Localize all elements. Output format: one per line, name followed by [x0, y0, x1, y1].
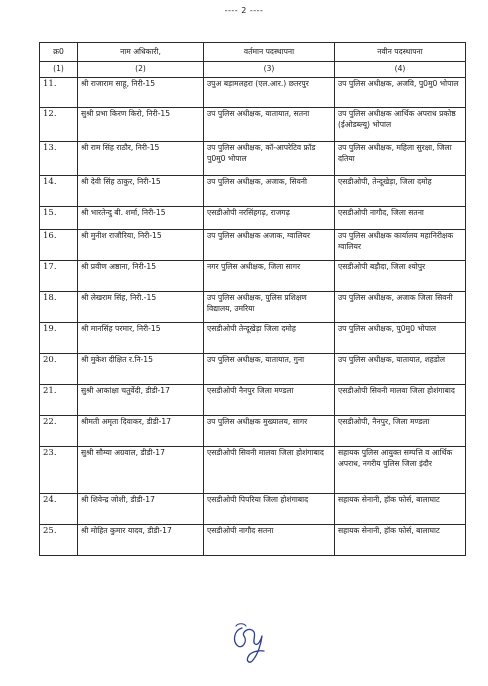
transfer-table [39, 42, 466, 556]
serial-number-cell: 11. [40, 78, 78, 108]
serial-number-cell: 17. [40, 261, 78, 292]
column-number: (4) [335, 62, 466, 78]
current-posting-cell: उप पुलिस अधीक्षक अजाक, ग्वालियर [204, 230, 335, 261]
officer-name-cell: श्रीमती अमृता दिवाकर, डीडी-17 [78, 416, 204, 447]
table-row [40, 207, 466, 230]
serial-number-cell: 13. [40, 142, 78, 176]
table-row [40, 261, 466, 292]
new-posting-cell: उप पुलिस अधीक्षक कार्यालय महानिरीक्षक ग्वालियर [335, 230, 466, 261]
new-posting-cell: उप पुलिस अधीक्षक, पु0मु0 भोपाल [335, 323, 466, 354]
serial-number-cell: 22. [40, 416, 78, 447]
page-number: ---- 2 ---- [224, 6, 264, 15]
header-officer-name: नाम अधिकारी, [78, 43, 204, 62]
officer-name-cell: श्री शिवेन्द्र जोशी, डीडी-17 [78, 494, 204, 525]
serial-number-cell: 21. [40, 385, 78, 416]
serial-number-cell: 19. [40, 323, 78, 354]
current-posting-cell: उप पुलिस अधीक्षक, कॉ-आपरेटिव फ्रॉड पु0मु0 भोपाल [204, 142, 335, 176]
new-posting-cell: सहायक पुलिस आयुक्त सम्पत्ति व आर्थिक अपराध, नगरीय पुलिस जिला इंदौर [335, 447, 466, 494]
serial-number-cell: 12. [40, 108, 78, 142]
officer-name-cell: सुश्री सौम्या अग्रवाल, डीडी-17 [78, 447, 204, 494]
serial-number-cell: 25. [40, 525, 78, 556]
current-posting-cell: एसडीओपी सिवनी मालवा जिला होशंगाबाद [204, 447, 335, 494]
table-row [40, 230, 466, 261]
table-row [40, 416, 466, 447]
column-number: (2) [78, 62, 204, 78]
table-row [40, 494, 466, 525]
new-posting-cell: सहायक सेनानी, हॉक फोर्स, बालाघाट [335, 494, 466, 525]
current-posting-cell: एसडीओपी पिपरिया जिला होशंगाबाद [204, 494, 335, 525]
officer-name-cell: सुश्री प्रभा किरण किरो, निरी-15 [78, 108, 204, 142]
current-posting-cell: एसडीओपी नरसिंहगढ़, राजगढ़ [204, 207, 335, 230]
serial-number-cell: 18. [40, 292, 78, 323]
officer-name-cell: श्री मुनीश राजौरिया, निरी-15 [78, 230, 204, 261]
signature [228, 620, 268, 668]
current-posting-cell: उपुअ बड़ामलहरा (एल.आर.) छतरपुर [204, 78, 335, 108]
current-posting-cell: नगर पुलिस अधीक्षक, जिला सागर [204, 261, 335, 292]
serial-number-cell: 23. [40, 447, 78, 494]
new-posting-cell: सहायक सेनानी, हॉक फोर्स, बालाघाट [335, 525, 466, 556]
new-posting-cell: उप पुलिस अधीक्षक आर्थिक अपराध प्रकोष्ठ (ईओडब्ल्यू) भोपाल [335, 108, 466, 142]
serial-number-cell: 15. [40, 207, 78, 230]
serial-number-cell: 24. [40, 494, 78, 525]
new-posting-cell: एसडीओपी नागौद, जिला सतना [335, 207, 466, 230]
new-posting-cell: एसडीओपी, तेन्दूखेड़ा, जिला दमोह [335, 176, 466, 207]
current-posting-cell: एसडीओपी नैनपुर जिला मण्डला [204, 385, 335, 416]
current-posting-cell: उप पुलिस अधीक्षक, पुलिस प्रशिक्षण विद्यालय, उमरिया [204, 292, 335, 323]
new-posting-cell: उप पुलिस अधीक्षक, अजाक जिला सिवनी [335, 292, 466, 323]
current-posting-cell: उप पुलिस अधीक्षक मुख्यालय, सागर [204, 416, 335, 447]
new-posting-cell: उप पुलिस अधीक्षक, महिला सुरक्षा, जिला दतिया [335, 142, 466, 176]
current-posting-cell: उप पुलिस अधीक्षक, अजाक, सिवनी [204, 176, 335, 207]
current-posting-cell: एसडीओपी नागौद सतना [204, 525, 335, 556]
new-posting-cell: एसडीओपी, नैनपुर, जिला मण्डला [335, 416, 466, 447]
new-posting-cell: उप पुलिस अधीक्षक, अजवि, पु0मु0 भोपाल [335, 78, 466, 108]
table-row [40, 385, 466, 416]
header-current-posting: वर्तमान पदस्थापना [204, 43, 335, 62]
current-posting-cell: एसडीओपी तेन्दूखेड़ा जिला दमोह [204, 323, 335, 354]
table-row [40, 78, 466, 108]
serial-number-cell: 20. [40, 354, 78, 385]
table-row [40, 447, 466, 494]
current-posting-cell: उप पुलिस अधीक्षक, यातायात, गुना [204, 354, 335, 385]
officer-name-cell: श्री मानसिंह परमार, निरी-15 [78, 323, 204, 354]
officer-name-cell: श्री मुकेश दीक्षित र.नि-15 [78, 354, 204, 385]
column-number-row [40, 62, 466, 78]
new-posting-cell: एसडीओपी बड़ौदा, जिला श्योपुर [335, 261, 466, 292]
officer-name-cell: श्री मोहित कुमार यादव, डीडी-17 [78, 525, 204, 556]
header-serial: क्र0 [40, 43, 78, 62]
header-new-posting: नवीन पदस्थापना [335, 43, 466, 62]
officer-name-cell: श्री प्रवीण अष्ठाना, निरी-15 [78, 261, 204, 292]
current-posting-cell: उप पुलिस अधीक्षक, यातायात, सतना [204, 108, 335, 142]
officer-name-cell: सुश्री आकांक्षा चतुर्वेदी, डीडी-17 [78, 385, 204, 416]
new-posting-cell: एसडीओपी सिवनी मालवा जिला होशंगाबाद [335, 385, 466, 416]
table-row [40, 108, 466, 142]
officer-name-cell: श्री भारतेन्दु बी. शर्मा, निरी-15 [78, 207, 204, 230]
table-row [40, 292, 466, 323]
table-row [40, 176, 466, 207]
officer-name-cell: श्री लेखराम सिंह, निरी.-15 [78, 292, 204, 323]
table-row [40, 354, 466, 385]
column-number: (3) [204, 62, 335, 78]
column-number: (1) [40, 62, 78, 78]
serial-number-cell: 14. [40, 176, 78, 207]
officer-name-cell: श्री राम सिंह राठौर, निरी-15 [78, 142, 204, 176]
table-row [40, 323, 466, 354]
header-row [40, 43, 466, 62]
serial-number-cell: 16. [40, 230, 78, 261]
table-row [40, 142, 466, 176]
officer-name-cell: श्री देवी सिंह ठाकुर, निरी-15 [78, 176, 204, 207]
new-posting-cell: उप पुलिस अधीक्षक, यातायात, शहडोल [335, 354, 466, 385]
table-row [40, 525, 466, 556]
officer-name-cell: श्री राजाराम साहू, निरी-15 [78, 78, 204, 108]
